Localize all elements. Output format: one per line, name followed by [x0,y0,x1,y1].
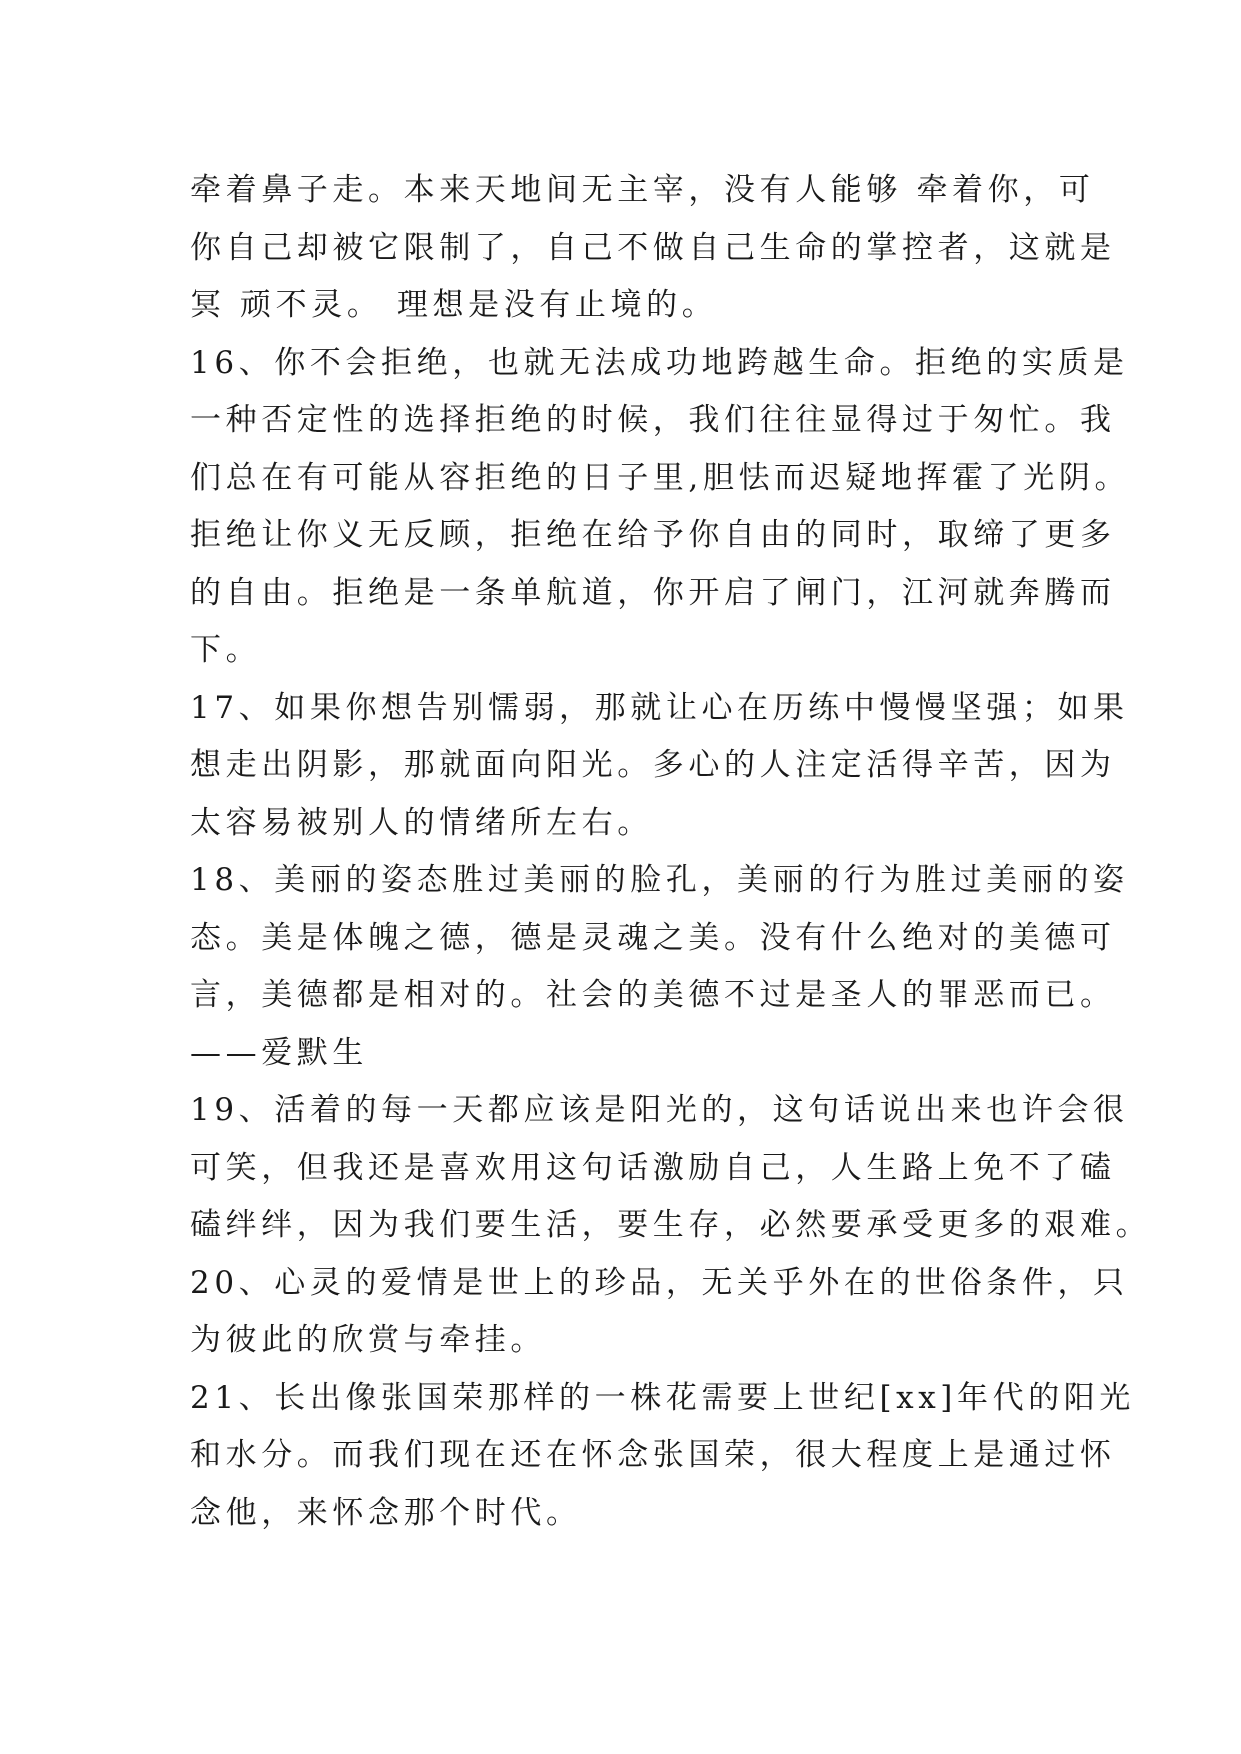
text-line: 想走出阴影，那就面向阳光。多心的人注定活得辛苦，因为 [190,747,1116,783]
text-line: 念他，来怀念那个时代。 [190,1494,582,1531]
text-line: 言，美德都是相对的。社会的美德不过是圣人的罪恶而已。 [190,977,1116,1013]
text-line: 磕绊绊，因为我们要生活，要生存，必然要承受更多的艰难。 [190,1207,1152,1243]
text-line: 太容易被别人的情绪所左右。 [190,804,653,841]
text-line: 们总在有可能从容拒绝的日子里,胆怯而迟疑地挥霍了光阴。 [190,459,1131,496]
document-body [190,162,1152,1542]
text-line: 的自由。拒绝是一条单航道，你开启了闸门，江河就奔腾而 [190,574,1116,611]
text-line: 下。 [190,632,262,668]
text-line: 冥 顽不灵。 理想是没有止境的。 [190,287,718,323]
text-line: 你自己却被它限制了，自己不做自己生命的掌控者，这就是 [190,229,1116,266]
text-line: 一种否定性的选择拒绝的时候，我们往往显得过于匆忙。我 [190,402,1116,438]
text-line: 16、你不会拒绝，也就无法成功地跨越生命。拒绝的实质是 [190,344,1129,381]
text-line: 和水分。而我们现在还在怀念张国荣，很大程度上是通过怀 [190,1437,1116,1473]
text-line: 可笑，但我还是喜欢用这句话激励自己，人生路上免不了磕 [190,1149,1116,1186]
text-line: 17、如果你想告别懦弱，那就让心在历练中慢慢坚强；如果 [190,689,1129,726]
text-line: 18、美丽的姿态胜过美丽的脸孔，美丽的行为胜过美丽的姿 [190,862,1129,898]
text-line: 拒绝让你义无反顾，拒绝在给予你自由的同时，取缔了更多 [190,517,1116,553]
text-line: 20、心灵的爱情是世上的珍品，无关乎外在的世俗条件，只 [190,1264,1129,1301]
text-line: ——爱默生 [190,1034,368,1071]
text-line: 态。美是体魄之德，德是灵魂之美。没有什么绝对的美德可 [190,919,1116,956]
text-line: 为彼此的欣赏与牵挂。 [190,1322,546,1358]
text-line: 21、长出像张国荣那样的一株花需要上世纪[xx]年代的阳光 [190,1379,1135,1416]
text-line: 19、活着的每一天都应该是阳光的，这句话说出来也许会很 [190,1092,1129,1128]
text-line: 牵着鼻子走。本来天地间无主宰，没有人能够 牵着你，可 [190,172,1095,208]
